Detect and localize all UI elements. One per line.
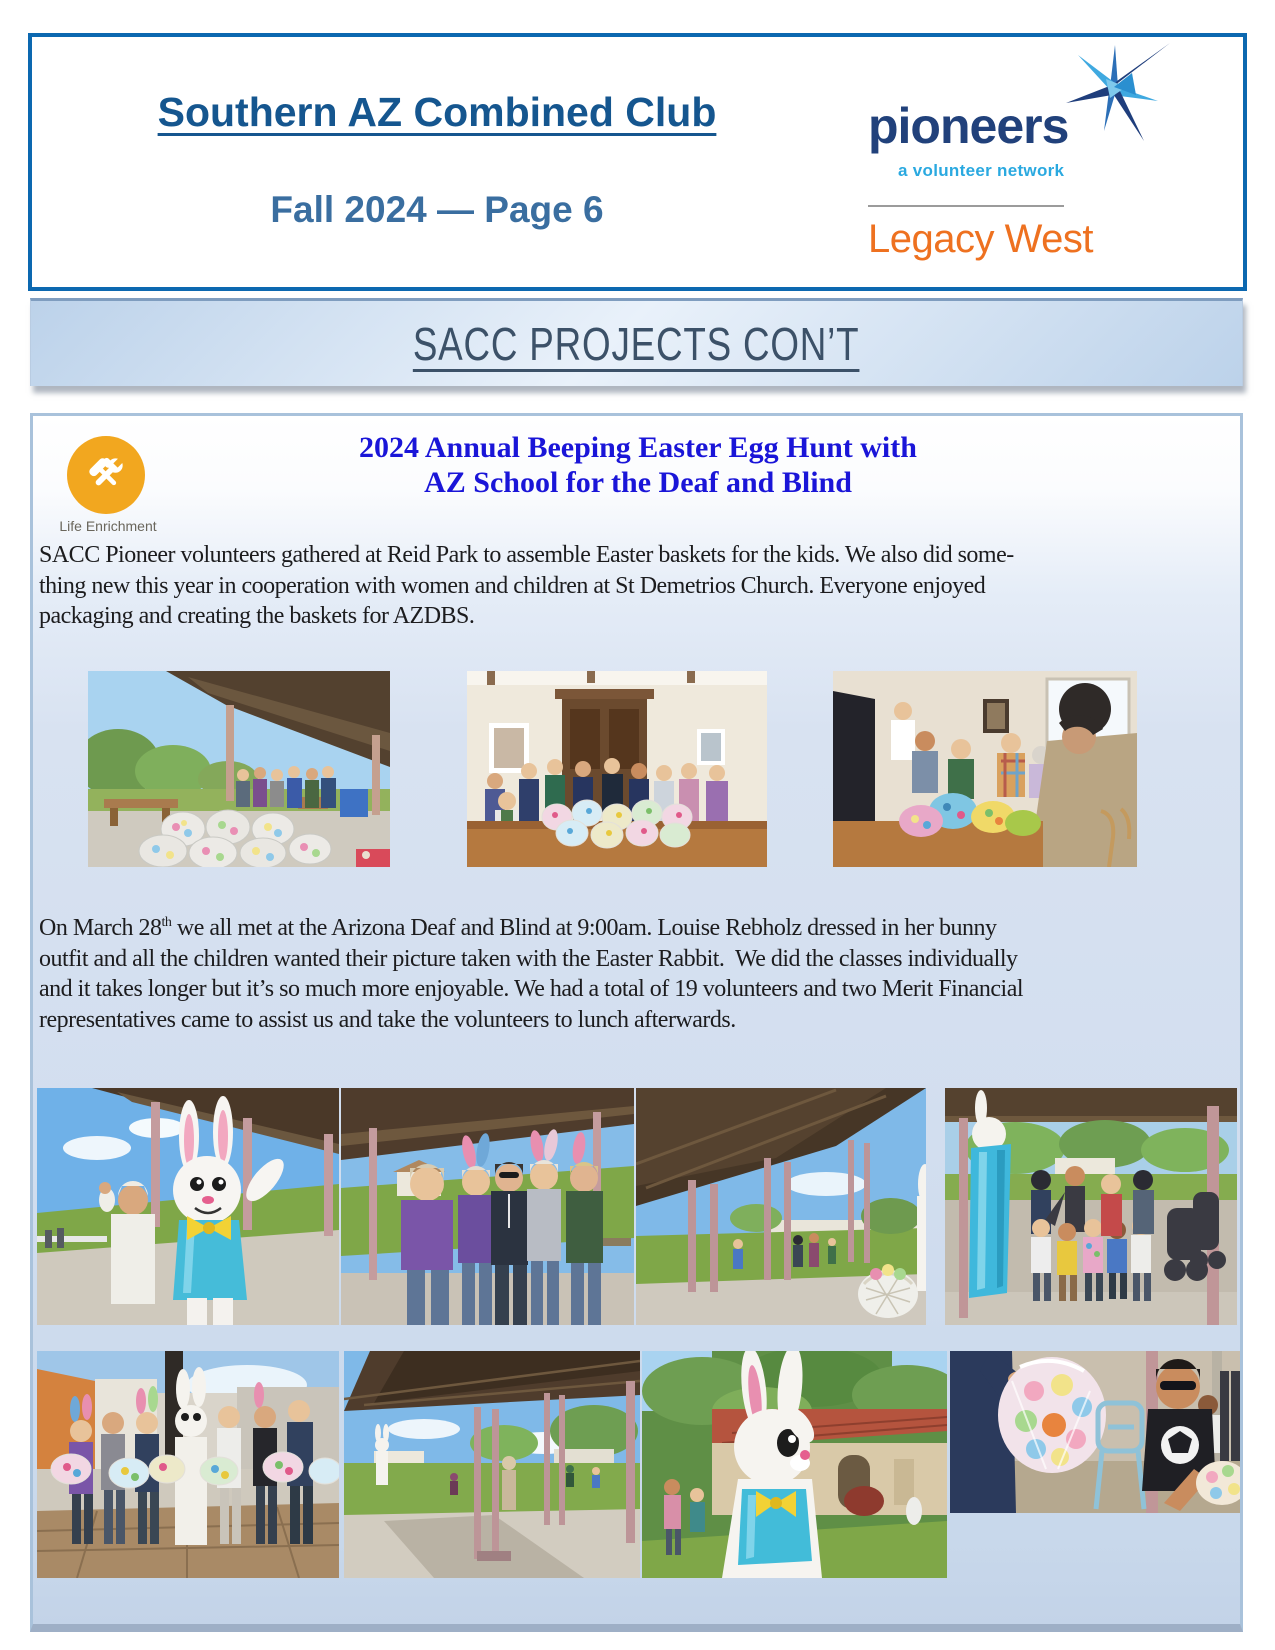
logo-brand-text: pioneers — [868, 98, 1069, 154]
photo-five-volunteers-bunny-ears — [341, 1088, 634, 1325]
article-panel — [30, 413, 1243, 1632]
starburst-icon — [1052, 43, 1172, 148]
photo-park-pavilion-baskets — [88, 671, 390, 867]
paragraph-2-line-1: On March 28th we all met at the Arizona Deaf and Blind at 9:00am. Louise Rebholz dressed in her bunny — [39, 915, 997, 941]
headline-line-1: 2024 Annual Beeping Easter Egg Hunt with — [359, 431, 917, 464]
photo-basket-assembly — [833, 671, 1137, 867]
logo-subbrand-text: Legacy West — [868, 217, 1093, 261]
section-banner-title: SACC PROJECTS CON’T — [413, 317, 860, 370]
photo-indoor-group-baskets — [467, 671, 767, 867]
paragraph-1-line-2: thing new this year in cooperation with women and children at St Demetrios Church. Everyone enjoyed — [39, 572, 986, 599]
logo-divider — [868, 205, 1064, 207]
section-banner — [30, 298, 1243, 386]
tools-icon — [83, 452, 129, 498]
photo-pavilion-columns-lawn — [344, 1351, 640, 1578]
photo-bunny-walking — [642, 1351, 947, 1578]
page-subtitle: Fall 2024 — Page 6 — [270, 189, 604, 230]
photo-children-with-bunny — [945, 1088, 1237, 1325]
logo-tagline-text: a volunteer network — [898, 161, 1065, 180]
paragraph-2 — [39, 913, 1244, 1035]
category-label: Life Enrichment — [59, 518, 157, 534]
header — [28, 33, 1247, 291]
photo-group-holding-baskets — [37, 1351, 339, 1578]
pioneers-legacy-west-logo — [860, 59, 1200, 269]
paragraph-2-line-4: representatives came to assist us and take the volunteers to lunch afterwards. — [39, 1006, 736, 1033]
article-headline — [133, 430, 1143, 500]
paragraph-1-line-1: SACC Pioneer volunteers gathered at Reid Park to assemble Easter baskets for the kids. We also did some- — [39, 542, 1014, 568]
paragraph-1-line-3: packaging and creating the baskets for AZDBS. — [39, 603, 475, 629]
photo-pavilion-walkway-basket — [636, 1088, 926, 1325]
photo-bunny-and-volunteer — [37, 1088, 339, 1325]
paragraph-2-line-2: outfit and all the children wanted their picture taken with the Easter Rabbit. We did the classes individually — [39, 945, 1018, 972]
page-title: Southern AZ Combined Club — [157, 89, 717, 135]
photo-boy-receiving-basket — [950, 1351, 1240, 1513]
paragraph-2-line-3: and it takes longer but it’s so much more enjoyable. We had a total of 19 volunteers and two Merit Financial — [39, 976, 1024, 1002]
paragraph-1 — [39, 540, 1239, 632]
headline-line-2: AZ School for the Deaf and Blind — [424, 466, 852, 499]
